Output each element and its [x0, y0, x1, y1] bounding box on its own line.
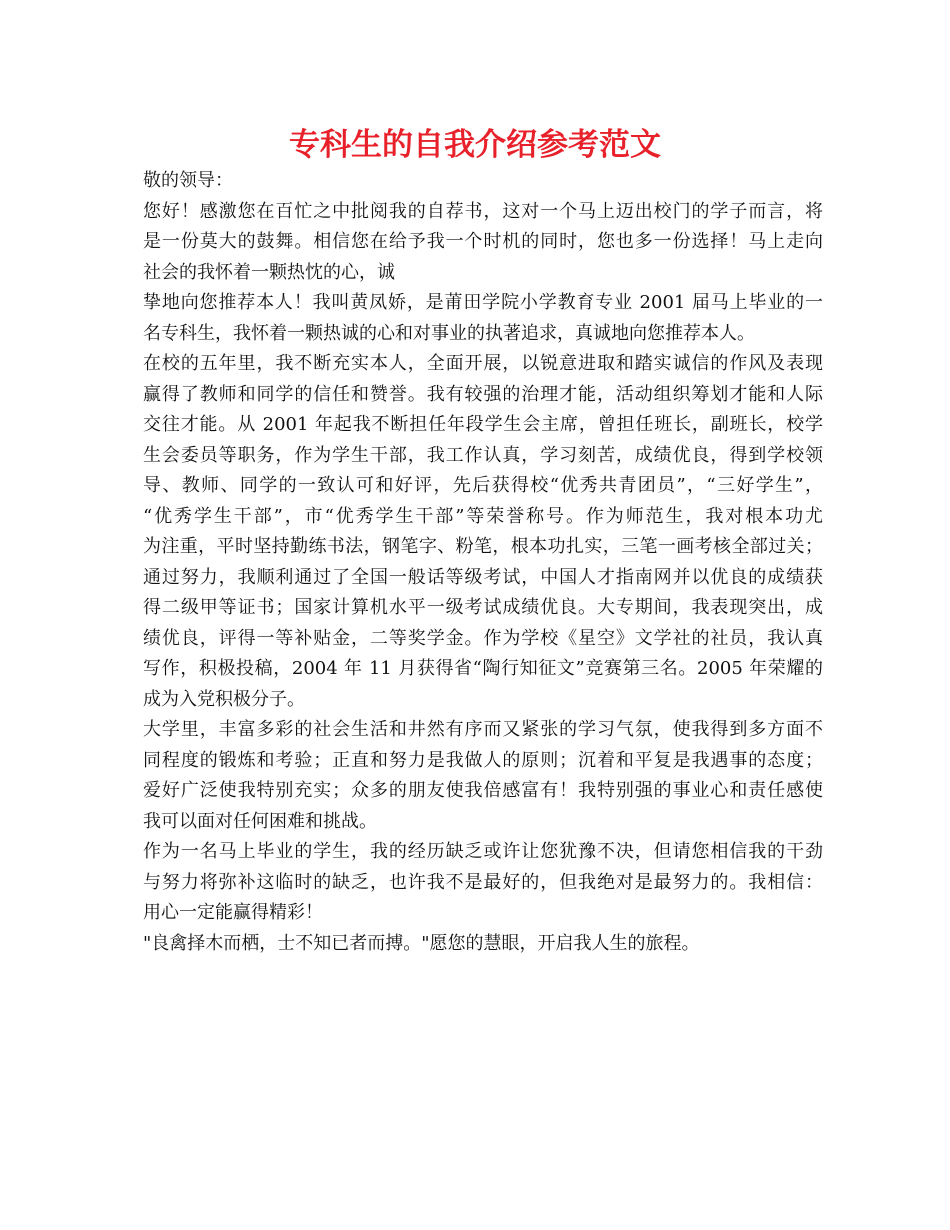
body-line: 写作，积极投稿，2004 年 11 月获得省“陶行知征文”竞赛第三名。2005 年荣耀的 — [143, 658, 823, 679]
body-line: 用心一定能赢得精彩！ — [143, 902, 323, 923]
body-line: 在校的五年里，我不断充实本人，全面开展，以锐意进取和踏实诚信的作风及表现 — [143, 353, 823, 374]
body-line: 与努力将弥补这临时的缺乏，也许我不是最好的，但我绝对是最努力的。我相信： — [143, 871, 823, 893]
body-line: 名专科生，我怀着一颗热诚的心和对事业的执著追求，真诚地向您推荐本人。 — [143, 322, 755, 344]
body-line: 成为入党积极分子。 — [143, 688, 305, 710]
body-line: 为注重，平时坚持勤练书法，钢笔字、粉笔，根本功扎实，三笔一画考核全部过关； — [143, 536, 823, 557]
body-line: 敬的领导： — [143, 170, 233, 191]
body-line: 通过努力，我顺利通过了全国一般话等级考试，中国人才指南网并以优良的成绩获 — [143, 566, 823, 588]
body-line: 大学里，丰富多彩的社会生活和井然有序而又紧张的学习气氛，使我得到多方面不 — [143, 719, 823, 740]
body-line: 交往才能。从 2001 年起我不断担任年段学生会主席，曾担任班长，副班长，校学 — [143, 414, 823, 435]
body-line: “优秀学生干部”，市“优秀学生干部”等荣誉称号。作为师范生，我对根本功尤 — [143, 505, 823, 527]
body-line: 生会委员等职务，作为学生干部，我工作认真，学习刻苦，成绩优良，得到学校领 — [143, 444, 823, 466]
body-line: 是一份莫大的鼓舞。相信您在给予我一个时机的同时，您也多一份选择！马上走向 — [143, 231, 823, 252]
body-line: "良禽择木而栖，士不知已者而搏。"愿您的慧眼，开启我人生的旅程。 — [143, 932, 700, 954]
document-title: 专科生的自我介绍参考范文 — [289, 127, 661, 163]
body-line: 社会的我怀着一颗热忱的心，诚 — [143, 261, 395, 283]
body-line: 我可以面对任何困难和挑战。 — [143, 810, 377, 832]
body-line: 绩优良，评得一等补贴金，二等奖学金。作为学校《星空》文学社的社员，我认真 — [143, 627, 823, 649]
body-line: 得二级甲等证书；国家计算机水平一级考试成绩优良。大专期间，我表现突出，成 — [143, 597, 823, 618]
body-line: 您好！感激您在百忙之中批阅我的自荐书，这对一个马上迈出校门的学子而言，将 — [143, 200, 823, 222]
body-line: 挚地向您推荐本人！我叫黄凤娇，是莆田学院小学教育专业 2001 届马上毕业的一 — [143, 292, 823, 313]
document-body — [143, 166, 823, 959]
body-line: 爱好广泛使我特别充实；众多的朋友使我倍感富有！我特别强的事业心和责任感使 — [143, 780, 823, 801]
body-line: 导、教师、同学的一致认可和好评，先后获得校“优秀共青团员”，“三好学生”， — [143, 475, 823, 496]
body-line: 同程度的锻炼和考验；正直和努力是我做人的原则；沉着和平复是我遇事的态度； — [143, 749, 823, 771]
body-line: 作为一名马上毕业的学生，我的经历缺乏或许让您犹豫不决，但请您相信我的干劲 — [143, 841, 823, 862]
body-line: 赢得了教师和同学的信任和赞誉。我有较强的治理才能，活动组织筹划才能和人际 — [143, 383, 823, 405]
